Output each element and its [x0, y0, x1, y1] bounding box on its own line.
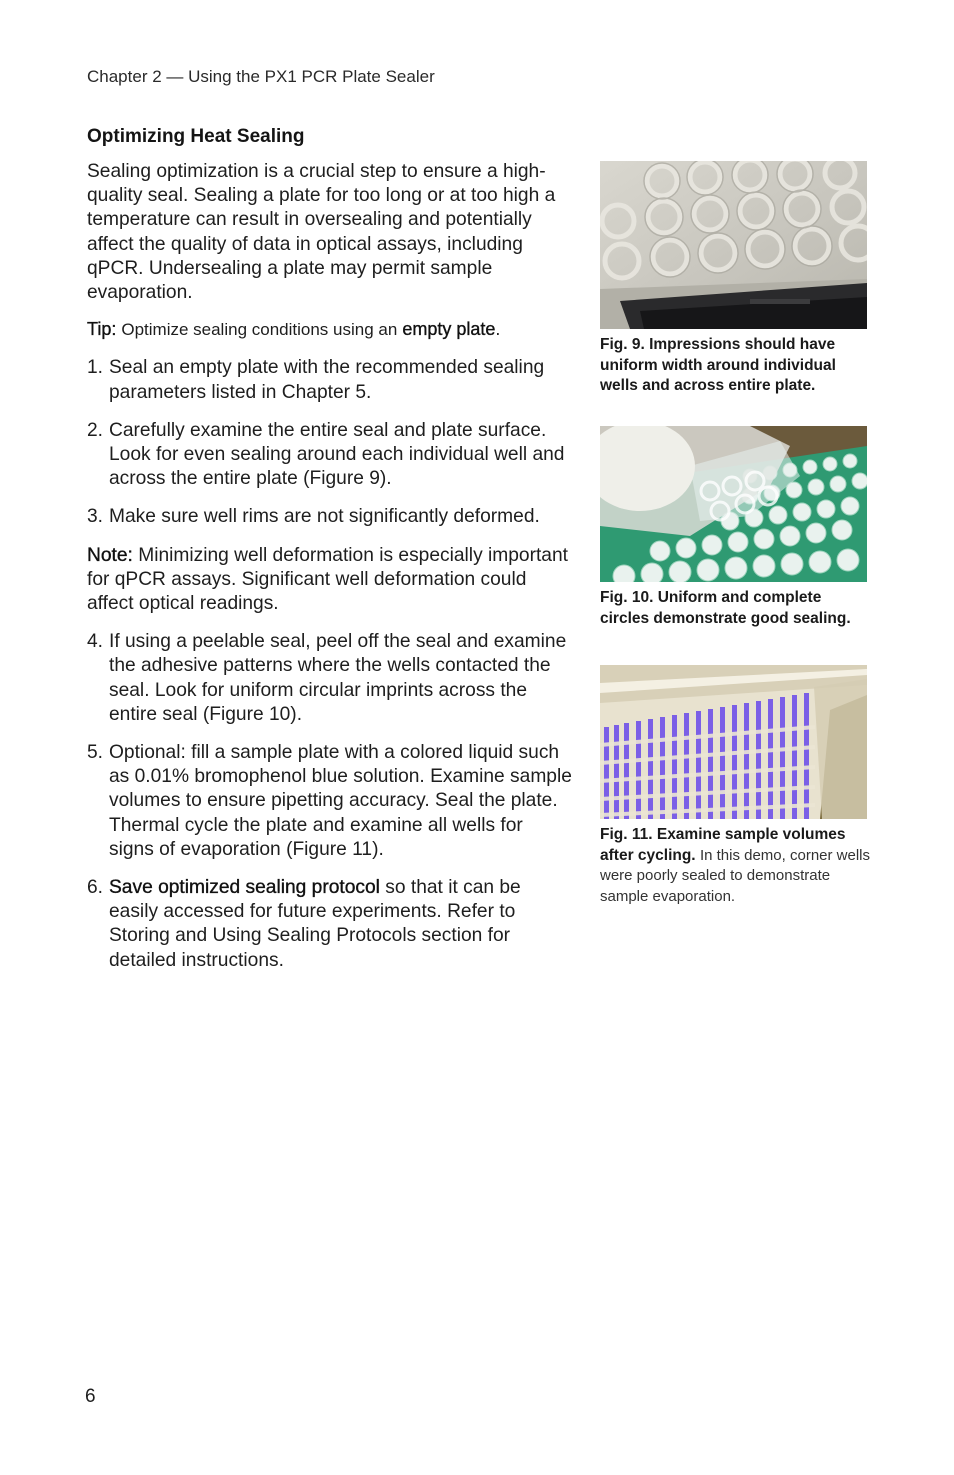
list-item-text: Make sure well rims are not significantly deformed. — [109, 506, 540, 528]
list-item-number: 3. — [87, 506, 104, 528]
section-title: Optimizing Heat Sealing — [87, 126, 305, 147]
main-text-column — [87, 160, 572, 987]
peeled-seal-photo — [600, 426, 867, 582]
list-item-text: so that it can be easily accessed for future experiments. Refer to Storing and Using Sealing Protocols section for detailed instructions. — [109, 877, 521, 971]
list-item-number: 1. — [87, 357, 104, 379]
list-item — [87, 741, 572, 862]
figure-9-caption — [600, 335, 872, 397]
list-item — [87, 419, 572, 492]
page-number: 6 — [85, 1386, 96, 1407]
intro-paragraph: Sealing optimization is a crucial step to ensure a high-quality seal. Sealing a plate for too long or at too high a temperature can result in oversealing and potentially affect the quality of data in optical assays, including qPCR. Undersealing a plate may permit sample evaporation. — [87, 161, 556, 304]
list-item-text: Optional: fill a sample plate with a colored liquid such as 0.01% bromophenol blue solution. Examine sample volumes to ensure pipetting accuracy. Seal the plate. Thermal cycle the plate and examine all wells for signs of evaporation (Figure 11). — [109, 742, 572, 860]
tip-emphasis: empty plate — [402, 319, 496, 340]
sealed-plate-photo — [600, 161, 867, 329]
tip-text: Optimize sealing conditions using an — [121, 320, 398, 340]
sample-plate-photo — [600, 665, 867, 819]
list-item-number: 2. — [87, 419, 104, 441]
list-item — [87, 876, 572, 973]
note-text: Minimizing well deformation is especially important for qPCR assays. Significant well deformation could affect optical readings. — [87, 544, 568, 615]
caption-bold: Fig. 10. Uniform and complete circles demonstrate good sealing. — [600, 589, 851, 627]
figure-11-caption — [600, 825, 872, 907]
list-item-text: Seal an empty plate with the recommended sealing parameters listed in Chapter 5. — [109, 357, 545, 403]
tip-label: Tip: — [87, 319, 117, 340]
caption-bold: Fig. 11. Examine sample volumes after cycling. — [600, 826, 846, 864]
figure-9 — [600, 161, 872, 397]
list-item-text: Carefully examine the entire seal and plate surface. Look for even sealing around each individual well and across the entire plate (Figure 9). — [109, 419, 565, 490]
figure-10 — [600, 426, 872, 629]
running-header: Chapter 2 — Using the PX1 PCR Plate Sealer — [87, 67, 435, 86]
list-item — [87, 356, 572, 404]
list-item-number: 6. — [87, 877, 104, 899]
step6-lead: Save optimized sealing protocol — [109, 877, 380, 899]
note-paragraph — [87, 544, 572, 617]
list-item-text: If using a peelable seal, peel off the seal and examine the adhesive patterns where the wells contacted the seal. Look for uniform circular imprints across the entire seal (Figure 10). — [109, 631, 567, 725]
list-item — [87, 505, 572, 529]
list-item-number: 4. — [87, 631, 104, 653]
tip-paragraph — [87, 317, 572, 342]
figure-11 — [600, 665, 872, 907]
list-item-number: 5. — [87, 742, 104, 764]
list-item — [87, 630, 572, 727]
note-label: Note: — [87, 544, 133, 566]
tip-end: . — [495, 319, 501, 340]
figure-10-caption — [600, 588, 872, 629]
caption-rest: In this demo, corner wells were poorly sealed to demonstrate sample evaporation. — [600, 846, 871, 905]
caption-bold: Fig. 9. Impressions should have uniform width around individual wells and across entire plate. — [600, 336, 836, 394]
